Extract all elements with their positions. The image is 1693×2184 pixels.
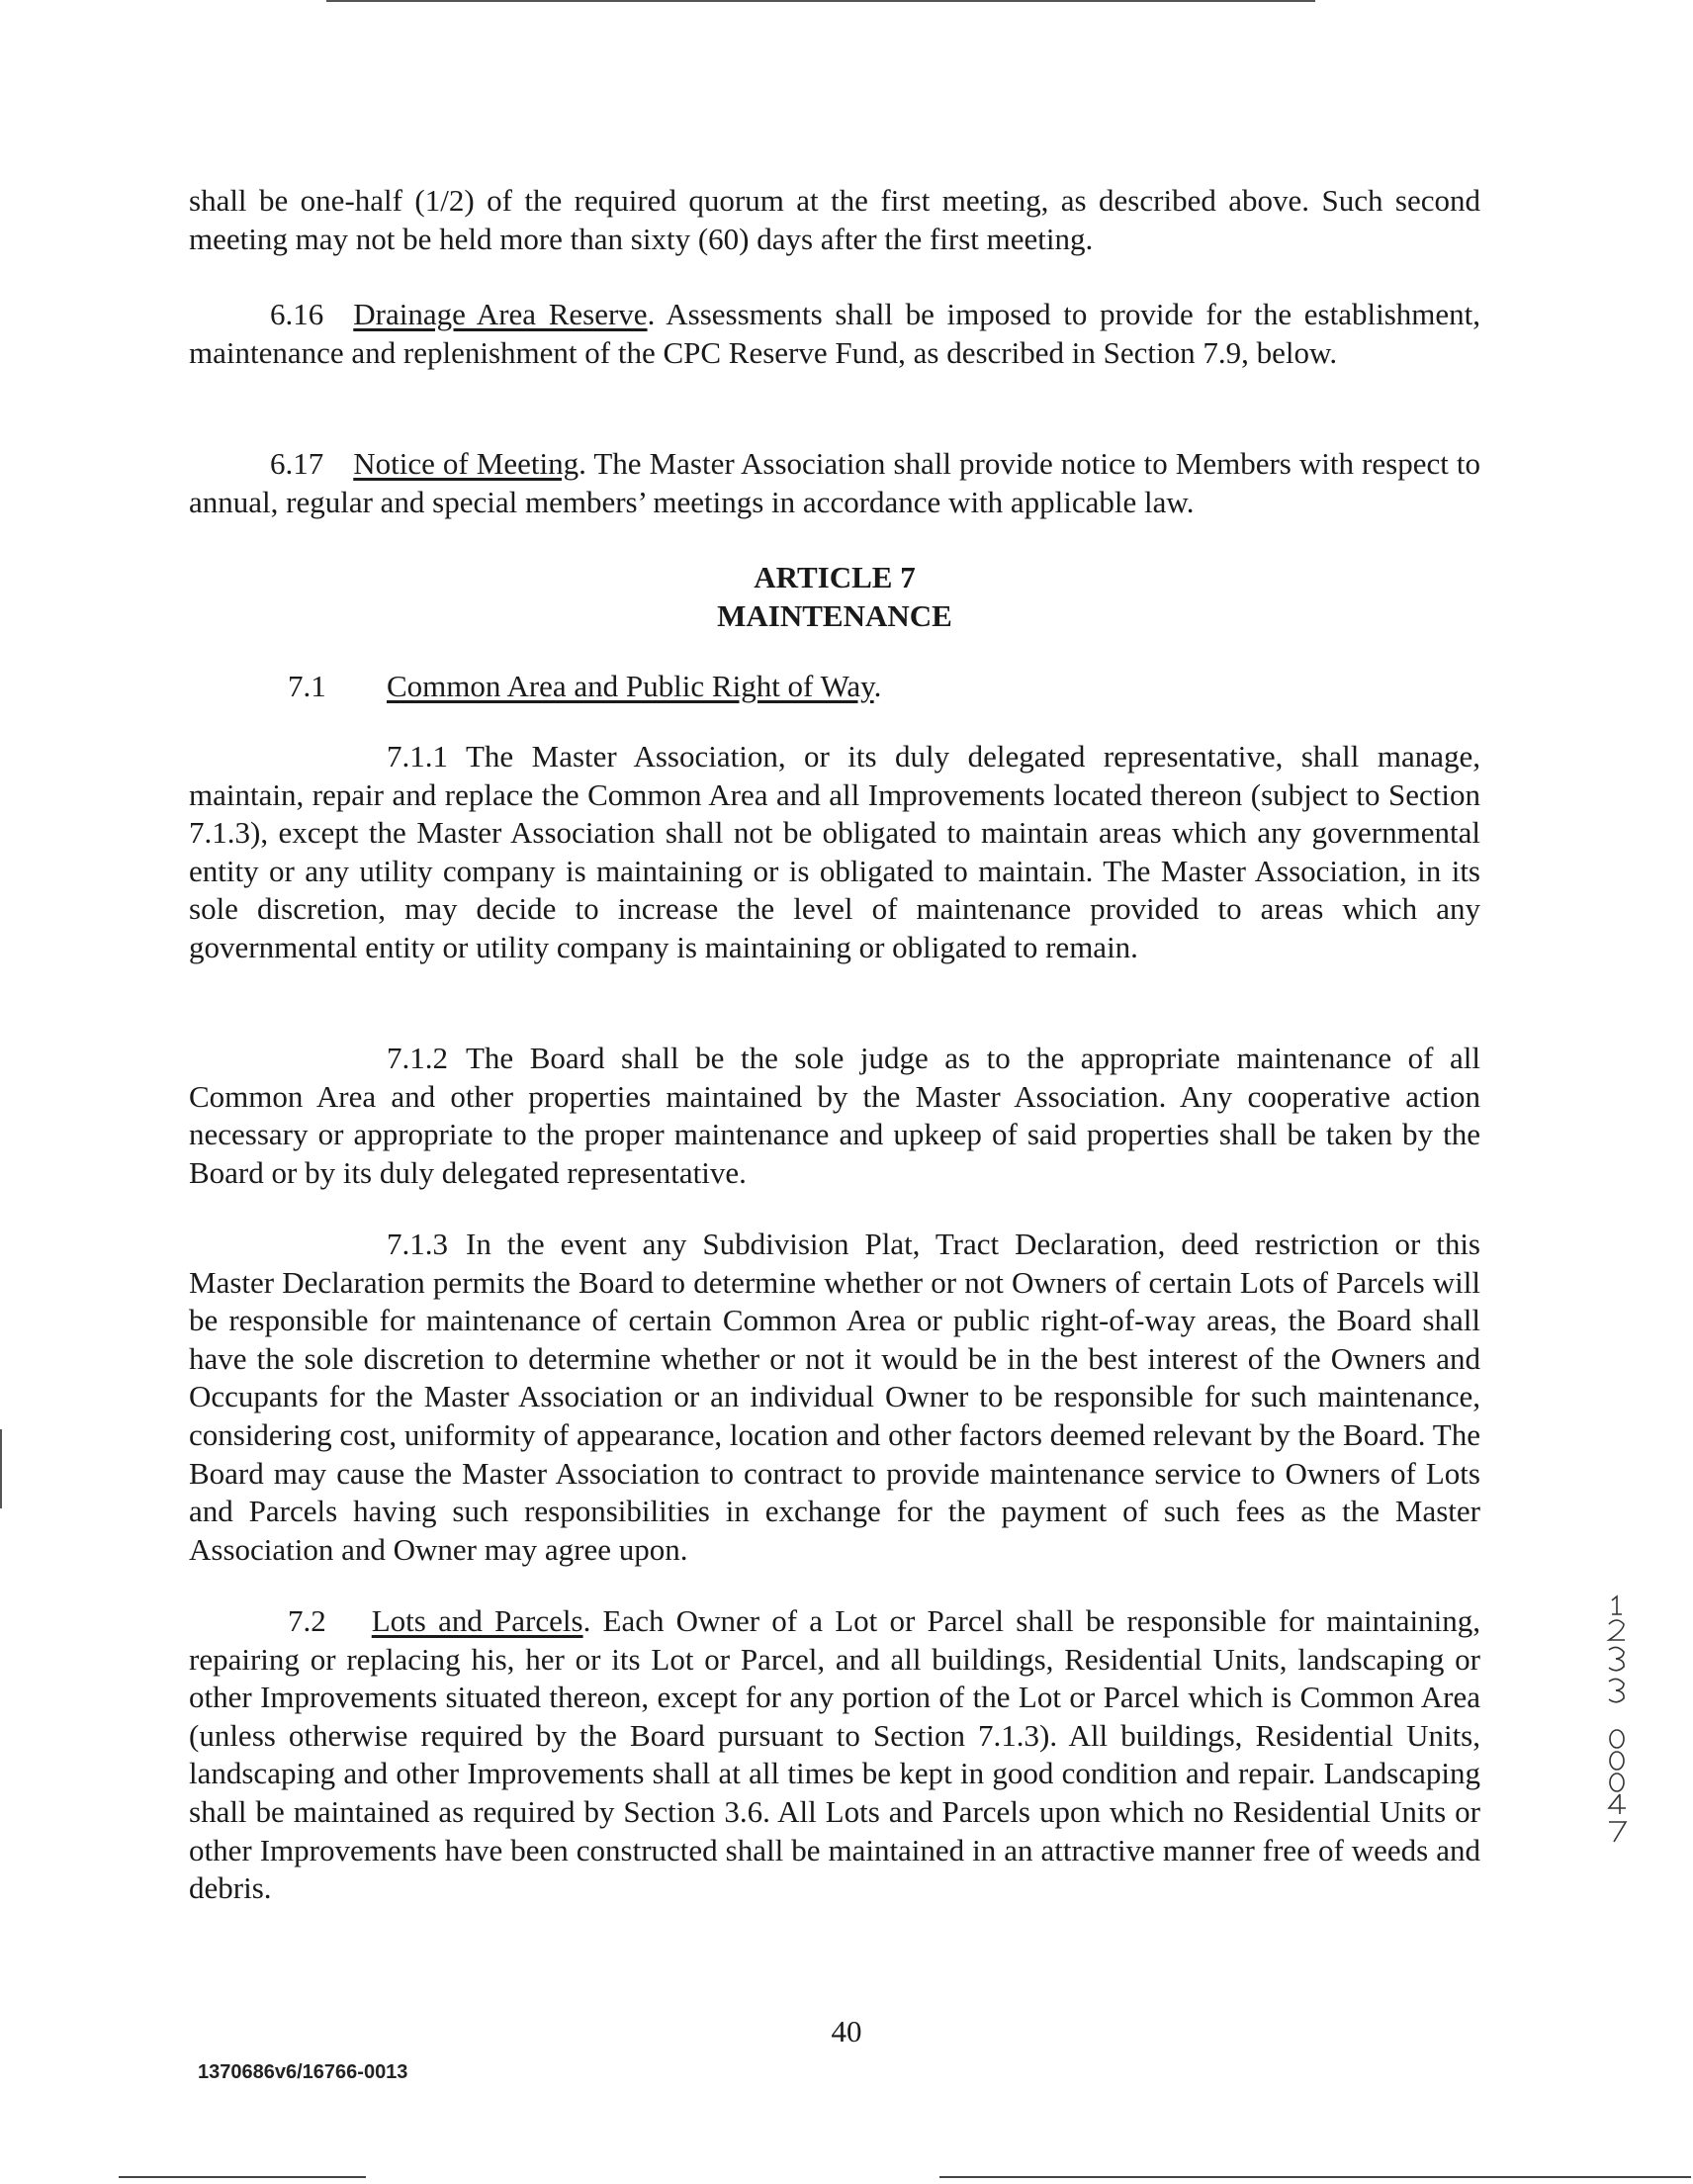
section-7-1-2 <box>189 1040 1480 1192</box>
section-7-1-2-number: 7.1.2 <box>387 1041 448 1075</box>
section-6-16-number: 6.16 <box>270 297 324 331</box>
section-7-1-1-number: 7.1.1 <box>387 739 448 774</box>
section-7-2-title: Lots and Parcels <box>371 1603 583 1638</box>
section-7-1-suffix: . <box>873 669 882 703</box>
scan-edge-line-bottom-right <box>939 2176 1691 2178</box>
section-7-2-text: . Each Owner of a Lot or Parcel shall be responsible for maintaining, repairing or replacing his, her or its Lot or Parcel, and all buildings, Residential Units, landscaping or other Improvements situated thereon, except for any portion of the Lot or Parcel which is Common Area (unless otherwise required by the Board pursuant to Section 7.1.3). All buildings, Residential Units, landscaping and other Improvements shall at all times be kept in good condition and repair. Landscaping shall be maintained as required by Section 3.6. All Lots and Parcels upon which no Residential Units or other Improvements have been constructed shall be maintained in an attractive manner free of weeds and debris. <box>189 1603 1481 1906</box>
continuation-paragraph <box>189 182 1480 258</box>
section-7-1-1 <box>189 738 1480 967</box>
continuation-text: shall be one-half (1/2) of the required quorum at the first meeting, as described above. Such second meeting may not be held more than sixty (60) days after the first meeting. <box>189 183 1480 256</box>
recording-stamp <box>1600 1592 1634 1909</box>
section-7-1-1-text: The Master Association, or its duly delegated representative, shall manage, maintain, repair and replace the Common Area and all Improvements located thereon (subject to Section 7.1.3), except the Master Association shall not be obligated to maintain areas which any governmental entity or any utility company is maintaining or is obligated to maintain. The Master Association, in its sole discretion, may decide to increase the level of maintenance provided to areas which any governmental entity or utility company is maintaining or obligated to remain. <box>189 739 1480 964</box>
section-7-2-number: 7.2 <box>288 1603 326 1638</box>
section-6-17-text: . The Master Association shall provide notice to Members with respect to annual, regular and special members’ meetings in accordance with applicable law. <box>189 446 1480 519</box>
section-7-1 <box>288 668 881 705</box>
section-7-1-title: Common Area and Public Right of Way <box>387 669 874 703</box>
section-7-1-3-text: In the event any Subdivision Plat, Tract Declaration, deed restriction or this Master Declaration permits the Board to determine whether or not Owners of certain Lots of Parcels will be responsible for maintenance of certain Common Area or public right-of-way areas, the Board shall have the sole discretion to determine whether or not it would be in the best interest of the Owners and Occupants for the Master Association or an individual Owner to be responsible for such maintenance, considering cost, uniformity of appearance, location and other factors deemed relevant by the Board. The Board may cause the Master Association to contract to provide maintenance service to Owners of Lots and Parcels having such responsibilities in exchange for the payment of such fees as the Master Association and Owner may agree upon. <box>189 1227 1480 1567</box>
scan-margin-mark <box>0 1429 2 1508</box>
article-title: MAINTENANCE <box>717 598 952 633</box>
document-id: 1370686v6/16766-0013 <box>198 2061 408 2083</box>
section-7-1-2-text: The Board shall be the sole judge as to the appropriate maintenance of all Common Area and other properties maintained by the Master Association. Any cooperative action necessary or appropriate to the proper maintenance and upkeep of said properties shall be taken by the Board or by its duly delegated representative. <box>189 1041 1480 1190</box>
section-6-17-title: Notice of Meeting <box>353 446 579 481</box>
recording-stamp-graphic <box>1600 1592 1634 1909</box>
section-6-16-title: Drainage Area Reserve <box>353 297 648 331</box>
recording-stamp-text <box>1634 1592 1635 1593</box>
section-6-16 <box>189 296 1480 372</box>
page-number: 40 <box>831 2014 862 2048</box>
section-7-1-3 <box>189 1226 1480 1569</box>
section-6-17-number: 6.17 <box>270 446 324 481</box>
section-7-1-number: 7.1 <box>288 669 326 703</box>
section-6-17 <box>189 445 1480 521</box>
section-7-2 <box>189 1602 1480 1908</box>
section-7-1-3-number: 7.1.3 <box>387 1227 448 1261</box>
article-label: ARTICLE 7 <box>754 560 916 594</box>
section-6-16-text: . Assessments shall be imposed to provide for the establishment, maintenance and replenishment of the CPC Reserve Fund, as described in Section 7.9, below. <box>189 297 1480 370</box>
scan-edge-line-top <box>326 0 1315 2</box>
scan-edge-line-bottom-left <box>119 2176 366 2178</box>
